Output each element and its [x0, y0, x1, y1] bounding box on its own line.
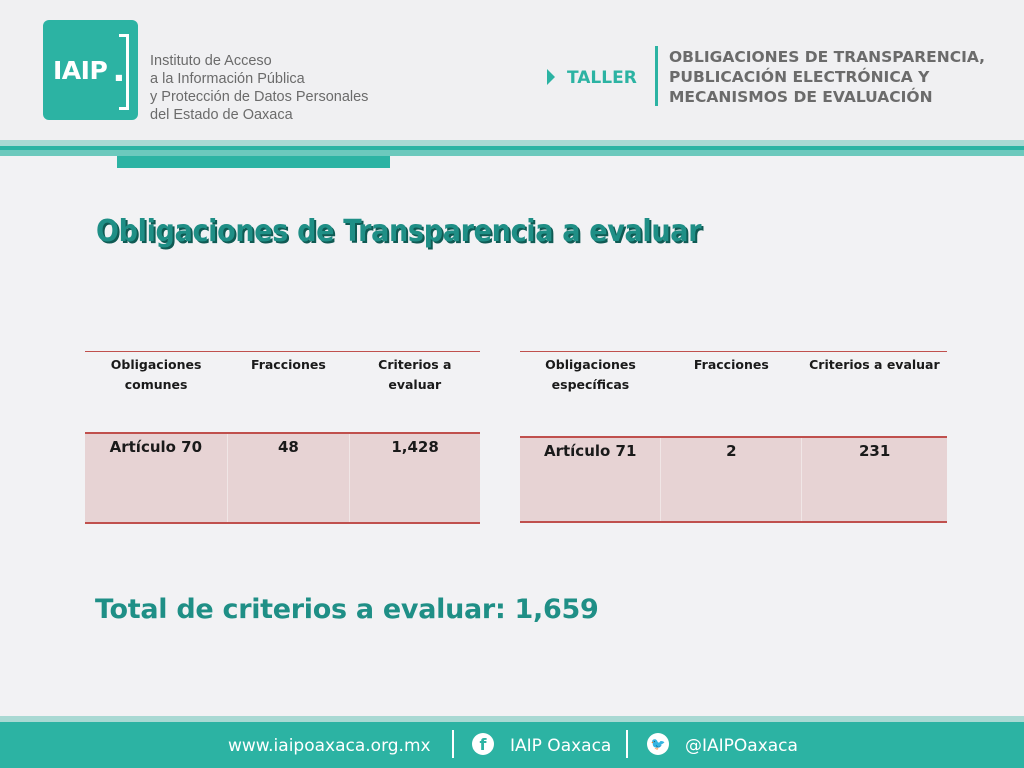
header-divider [655, 46, 658, 106]
logo-dot-icon: ■ [115, 73, 123, 82]
header-accent-bar [117, 156, 390, 168]
taller-label [547, 68, 637, 88]
column-header: Criterios a evaluar [350, 352, 480, 434]
table-cell: 48 [227, 433, 349, 523]
twitter-link[interactable]: @IAIPOaxaca [685, 736, 798, 756]
column-header: Obligaciones comunes [85, 352, 227, 434]
logo-text: IAIP [53, 56, 108, 85]
org-line: y Protección de Datos Personales [150, 89, 369, 105]
column-header: Fracciones [227, 352, 349, 434]
play-arrow-icon [547, 69, 555, 85]
footer-band [0, 716, 1024, 722]
org-line: del Estado de Oaxaca [150, 107, 293, 123]
facebook-link[interactable]: IAIP Oaxaca [510, 736, 612, 756]
total-criteria: Total de criterios a evaluar: 1,659 [95, 594, 599, 625]
facebook-icon[interactable]: f [472, 733, 494, 755]
table-obligaciones-especificas [520, 351, 947, 523]
organization-name [150, 52, 368, 124]
logo-bracket-icon [119, 34, 129, 110]
table-cell: Artículo 70 [85, 433, 227, 523]
footer-divider [452, 730, 454, 758]
table-row [520, 437, 947, 522]
website-link[interactable]: www.iaipoaxaca.org.mx [228, 736, 431, 756]
course-line: OBLIGACIONES DE TRANSPARENCIA, [669, 48, 986, 66]
org-line: Instituto de Acceso [150, 53, 272, 69]
column-header: Fracciones [661, 352, 802, 438]
org-line: a la Información Pública [150, 71, 305, 87]
table-cell: 1,428 [350, 433, 480, 523]
course-line: MECANISMOS DE EVALUACIÓN [669, 88, 933, 106]
taller-text: TALLER [567, 68, 637, 88]
table-cell: 231 [802, 437, 947, 522]
table-header-row [85, 352, 480, 434]
course-title [669, 47, 985, 107]
table-obligaciones-comunes [85, 351, 480, 524]
table-header-row [520, 352, 947, 438]
page-title: Obligaciones de Transparencia a evaluar [96, 214, 702, 249]
footer-divider [626, 730, 628, 758]
table-row [85, 433, 480, 523]
table-cell: Artículo 71 [520, 437, 661, 522]
table-cell: 2 [661, 437, 802, 522]
iaip-logo[interactable] [43, 20, 138, 120]
course-line: PUBLICACIÓN ELECTRÓNICA Y [669, 68, 930, 86]
column-header: Obligaciones específicas [520, 352, 661, 438]
column-header: Criterios a evaluar [802, 352, 947, 438]
twitter-icon[interactable]: 🐦 [647, 733, 669, 755]
